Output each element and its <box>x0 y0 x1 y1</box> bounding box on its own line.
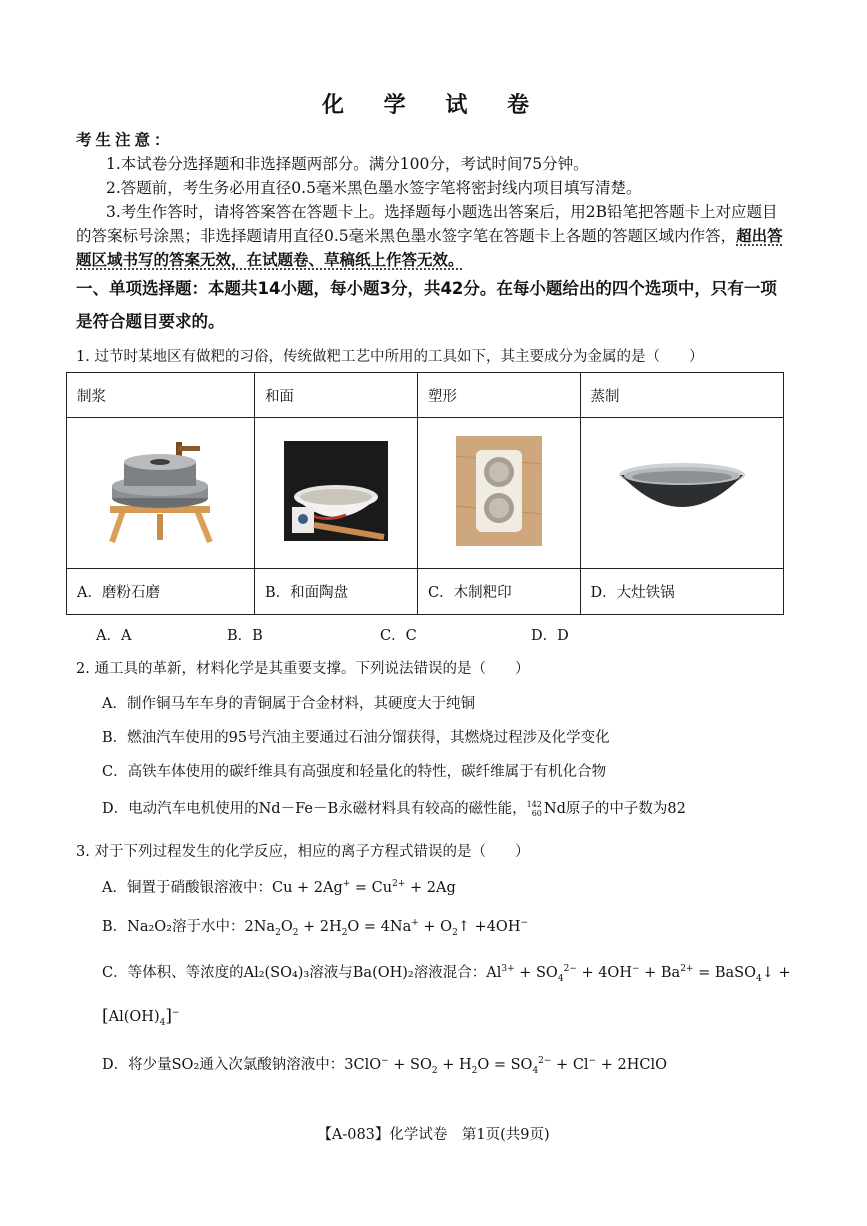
nd-mass-number: 142 <box>526 800 542 809</box>
tool-option-d: D．大灶铁锅 <box>580 569 784 615</box>
section-heading-single-choice: 一、单项选择题：本题共14小题，每小题3分，共42分。在每小题给出的四个选项中，只有一项是符合题目要求的。 <box>76 279 777 331</box>
q3-equation-c-part1: $Al^{3+} + SO_4^{2-} + 4OH^- + Ba^{2+}$ = BaSO$_4$↓ + <box>486 964 791 984</box>
tool-option-b: B．和面陶盘 <box>254 569 417 615</box>
q3-equation-c-part2: $[Al(OH)_4]^-$ <box>102 1006 180 1028</box>
q2-option-d[interactable] <box>102 797 792 818</box>
q3-option-a[interactable] <box>102 876 792 897</box>
q2-option-a[interactable]: A．制作铜马车车身的青铜属于合金材料，其硬度大于纯铜 <box>102 696 475 712</box>
exam-notice <box>76 128 792 272</box>
q1-choice-c[interactable]: C．C <box>380 628 417 644</box>
page-title: 化 学 试 卷 <box>322 93 545 118</box>
question-1-stem: 1. 过节时某地区有做粑的习俗，传统做粑工艺中所用的工具如下，其主要成分为金属的是（ ） <box>76 349 704 365</box>
q1-choice-d[interactable]: D．D <box>531 628 569 644</box>
q2-option-d-text: D．电动汽车电机使用的Nd－Fe－B永磁材料具有较高的磁性能， <box>102 801 527 817</box>
q3-equation-b: $2Na_2O_2 + 2H_2O = 4Na^+$ + $O_2↑ +4OH^-$ <box>244 918 529 938</box>
q3-equation-a: $Cu + 2Ag^+ = Cu^{2+} + 2Ag$ <box>271 879 456 896</box>
question-3-stem: 3. 对于下列过程发生的化学反应，相应的离子方程式错误的是（ ） <box>76 844 530 860</box>
q3-equation-d: $3ClO^- + SO_2 + H_2O = SO_4^{2-} + Cl^-$ + 2HClO <box>344 1056 667 1076</box>
page-footer: 【A-083】化学试卷 第1页(共9页) <box>317 1127 550 1143</box>
wooden-mold-image <box>418 418 580 569</box>
q3-option-d[interactable] <box>102 1053 792 1076</box>
q3-option-a-label: A．铜置于硝酸银溶液中： <box>102 880 272 896</box>
ceramic-bowl-image <box>254 418 417 569</box>
notice-heading: 考生注意： <box>76 131 174 149</box>
nd-isotope-numbers <box>527 800 542 818</box>
q2-option-c[interactable]: C．高铁车体使用的碳纤维具有高强度和轻量化的特性，碳纤维属于有机化合物 <box>102 764 607 780</box>
q3-option-b[interactable] <box>102 915 792 938</box>
tool-step-2: 和面 <box>254 373 417 418</box>
q2-option-d-tail: Nd原子的中子数为82 <box>543 801 686 817</box>
q1-choice-b[interactable]: B．B <box>227 628 263 644</box>
nd-atomic-number: 60 <box>531 809 542 818</box>
q3-option-b-label: B．Na₂O₂溶于水中： <box>102 919 245 935</box>
question-2-stem: 2. 通工具的革新，材料化学是其重要支撑。下列说法错误的是（ ） <box>76 661 530 677</box>
notice-item-1: 1.本试卷分选择题和非选择题两部分。满分100分，考试时间75分钟。 <box>106 155 589 173</box>
notice-item-3-emphasis: 超出答题区域书写的答案无效，在试题卷、草稿纸上作答无效。 <box>76 226 783 269</box>
q3-option-d-label: D．将少量SO₂通入次氯酸钠溶液中： <box>102 1057 345 1073</box>
tool-option-c: C．木制粑印 <box>418 569 580 615</box>
notice-item-2: 2.答题前，考生务必用直径0.5毫米黑色墨水签字笔将密封线内项目填写清楚。 <box>106 179 642 197</box>
notice-item-3-text: 3.考生作答时，请将答案答在答题卡上。选择题每小题选出答案后，用2B铅笔把答题卡上对应题目的答案标号涂黑；非选择题请用直径0.5毫米黑色墨水签字笔在答题卡上各题的答题区域内作答， <box>76 203 778 245</box>
q1-choice-a[interactable]: A．A <box>96 628 132 644</box>
tool-option-a: A．磨粉石磨 <box>67 569 255 615</box>
tool-table <box>66 372 784 615</box>
notice-item-3 <box>76 200 792 272</box>
q2-option-b[interactable]: B．燃油汽车使用的95号汽油主要通过石油分馏获得，其燃烧过程涉及化学变化 <box>102 730 610 746</box>
tool-step-3: 塑形 <box>418 373 580 418</box>
iron-wok-image <box>580 418 784 569</box>
tool-step-4: 蒸制 <box>580 373 784 418</box>
q3-option-c-label: C．等体积、等浓度的Al₂(SO₄)₃溶液与Ba(OH)₂溶液混合： <box>102 965 487 981</box>
q3-option-c[interactable] <box>102 961 792 984</box>
tool-step-1: 制浆 <box>67 373 255 418</box>
stone-mill-image <box>67 418 255 569</box>
